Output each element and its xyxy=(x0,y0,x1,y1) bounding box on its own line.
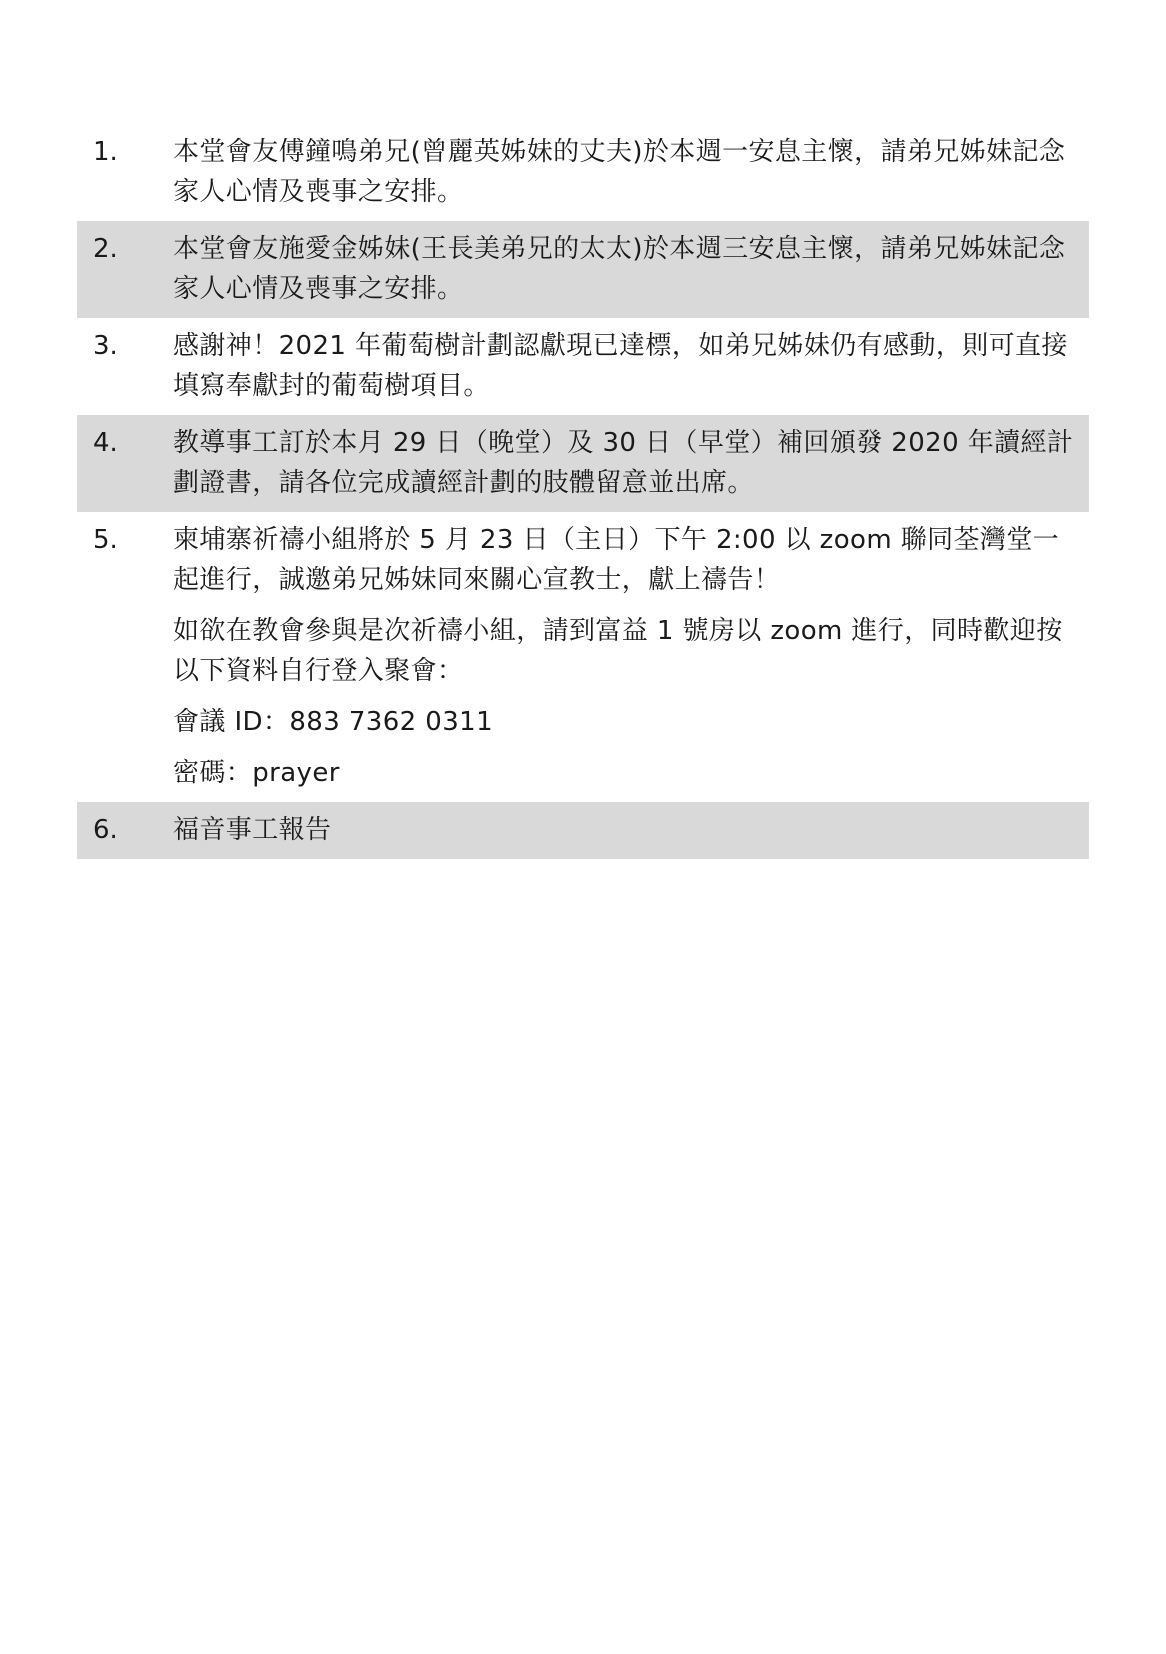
notice-list xyxy=(77,124,1089,859)
notice-item xyxy=(77,802,1089,859)
notice-number: 5. xyxy=(93,525,118,555)
meeting-id: 會議 ID：883 7362 0311 xyxy=(173,707,494,737)
notice-body xyxy=(173,132,1089,212)
notice-body xyxy=(173,229,1089,309)
notice-body xyxy=(173,810,1089,850)
notice-text: 教導事工訂於本月 29 日（晚堂）及 30 日（早堂）補回頒發 2020 年讀經計劃證書，請各位完成讀經計劃的肢體留意並出席。 xyxy=(173,428,1074,498)
notice-item xyxy=(77,318,1089,415)
notice-number: 4. xyxy=(93,428,118,458)
notice-text: 本堂會友傅鐘鳴弟兄(曾麗英姊妹的丈夫)於本週一安息主懷，請弟兄姊妹記念家人心情及喪事之安排。 xyxy=(173,137,1066,207)
notice-item xyxy=(77,415,1089,512)
notice-number: 6. xyxy=(93,815,118,845)
notice-item xyxy=(77,221,1089,318)
notice-body xyxy=(173,326,1089,406)
notice-item xyxy=(77,512,1089,802)
notice-text: 感謝神！2021 年葡萄樹計劃認獻現已達標，如弟兄姊妹仍有感動，則可直接填寫奉獻封的葡萄樹項目。 xyxy=(173,331,1068,401)
notice-item xyxy=(77,124,1089,221)
notice-number: 2. xyxy=(93,234,118,264)
notice-text-join-info: 如欲在教會參與是次祈禱小組，請到富益 1 號房以 zoom 進行，同時歡迎按以下資料自行登入聚會： xyxy=(173,616,1063,686)
notice-text: 福音事工報告 xyxy=(173,815,332,845)
meeting-password: 密碼：prayer xyxy=(173,758,340,788)
notice-body xyxy=(173,520,1089,793)
notice-text: 柬埔寨祈禱小組將於 5 月 23 日（主日）下午 2:00 以 zoom 聯同荃灣堂一起進行，誠邀弟兄姊妹同來關心宣教士，獻上禱告！ xyxy=(173,525,1060,595)
notice-number: 1. xyxy=(93,137,118,167)
notice-text: 本堂會友施愛金姊妹(王長美弟兄的太太)於本週三安息主懷，請弟兄姊妹記念家人心情及喪事之安排。 xyxy=(173,234,1066,304)
notice-number: 3. xyxy=(93,331,118,361)
notice-body xyxy=(173,423,1089,503)
